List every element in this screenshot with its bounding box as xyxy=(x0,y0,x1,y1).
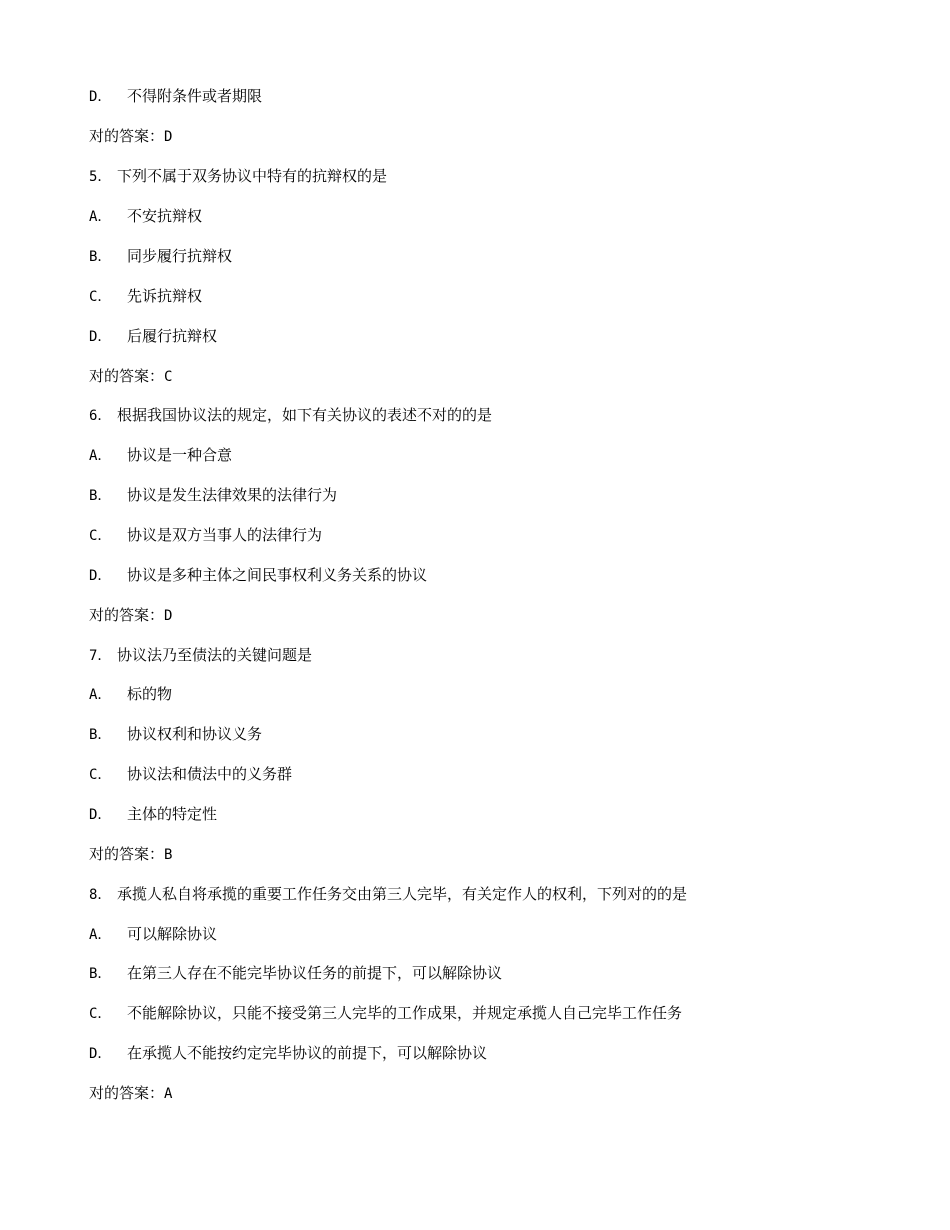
option-line xyxy=(89,924,217,945)
answer-label: 对的答案： xyxy=(89,1084,165,1102)
answer-label: 对的答案： xyxy=(89,127,165,145)
answer-line xyxy=(89,366,172,387)
option-line xyxy=(89,86,262,107)
question-text: 下列不属于双务协议中特有的抗辩权的是 xyxy=(117,167,388,185)
answer-letter: C xyxy=(164,369,173,385)
question-line xyxy=(89,405,492,426)
question-text: 根据我国协议法的规定，如下有关协议的表述不对的的是 xyxy=(117,406,493,424)
option-line xyxy=(89,286,202,307)
option-label: D． xyxy=(89,89,112,105)
option-text: 协议是多种主体之间民事权利义务关系的协议 xyxy=(127,566,428,584)
option-text: 协议权利和协议义务 xyxy=(127,725,263,743)
answer-letter: D xyxy=(164,129,173,145)
question-line xyxy=(89,166,387,187)
option-label: D． xyxy=(89,329,112,345)
question-number: 6． xyxy=(89,408,112,424)
option-line xyxy=(89,246,232,267)
option-label: A． xyxy=(89,687,112,703)
option-text: 协议法和债法中的义务群 xyxy=(127,765,293,783)
option-line xyxy=(89,724,262,745)
option-text: 在第三人存在不能完毕协议任务的前提下，可以解除协议 xyxy=(127,964,503,982)
option-text: 同步履行抗辩权 xyxy=(127,247,233,265)
option-line xyxy=(89,525,322,546)
question-text: 协议法乃至债法的关键问题是 xyxy=(117,646,313,664)
option-label: D． xyxy=(89,568,112,584)
question-text: 承揽人私自将承揽的重要工作任务交由第三人完毕，有关定作人的权利，下列对的的是 xyxy=(117,885,688,903)
option-line xyxy=(89,963,502,984)
option-line xyxy=(89,804,217,825)
answer-line xyxy=(89,126,172,147)
option-line xyxy=(89,485,337,506)
option-text: 标的物 xyxy=(127,685,173,703)
option-text: 后履行抗辩权 xyxy=(127,327,218,345)
option-text: 主体的特定性 xyxy=(127,805,218,823)
question-number: 8． xyxy=(89,887,112,903)
question-number: 5． xyxy=(89,169,112,185)
option-line xyxy=(89,445,232,466)
answer-label: 对的答案： xyxy=(89,606,165,624)
option-text: 在承揽人不能按约定完毕协议的前提下，可以解除协议 xyxy=(127,1044,488,1062)
answer-letter: B xyxy=(164,847,173,863)
option-text: 协议是双方当事人的法律行为 xyxy=(127,526,323,544)
option-label: B． xyxy=(89,249,112,265)
option-text: 不能解除协议，只能不接受第三人完毕的工作成果，并规定承揽人自己完毕工作任务 xyxy=(127,1004,683,1022)
option-text: 协议是一种合意 xyxy=(127,446,233,464)
option-text: 不得附条件或者期限 xyxy=(127,87,263,105)
option-line xyxy=(89,764,292,785)
option-line xyxy=(89,206,202,227)
option-label: C． xyxy=(89,289,112,305)
option-label: A． xyxy=(89,209,112,225)
option-line xyxy=(89,326,217,347)
option-label: D． xyxy=(89,807,112,823)
option-label: B． xyxy=(89,966,112,982)
option-line xyxy=(89,1003,682,1024)
option-text: 先诉抗辩权 xyxy=(127,287,203,305)
option-label: B． xyxy=(89,488,112,504)
answer-line xyxy=(89,844,172,865)
question-line xyxy=(89,645,312,666)
option-label: C． xyxy=(89,528,112,544)
option-text: 可以解除协议 xyxy=(127,925,218,943)
option-label: B． xyxy=(89,727,112,743)
option-label: C． xyxy=(89,767,112,783)
option-text: 协议是发生法律效果的法律行为 xyxy=(127,486,338,504)
answer-line xyxy=(89,605,172,626)
option-line xyxy=(89,1043,487,1064)
answer-letter: A xyxy=(164,1086,173,1102)
option-label: C． xyxy=(89,1006,112,1022)
answer-line xyxy=(89,1083,172,1104)
option-text: 不安抗辩权 xyxy=(127,207,203,225)
question-number: 7． xyxy=(89,648,112,664)
answer-label: 对的答案： xyxy=(89,367,165,385)
option-label: D． xyxy=(89,1046,112,1062)
option-label: A． xyxy=(89,927,112,943)
option-label: A． xyxy=(89,448,112,464)
option-line xyxy=(89,565,427,586)
option-line xyxy=(89,684,172,705)
answer-letter: D xyxy=(164,608,173,624)
answer-label: 对的答案： xyxy=(89,845,165,863)
question-line xyxy=(89,884,687,905)
